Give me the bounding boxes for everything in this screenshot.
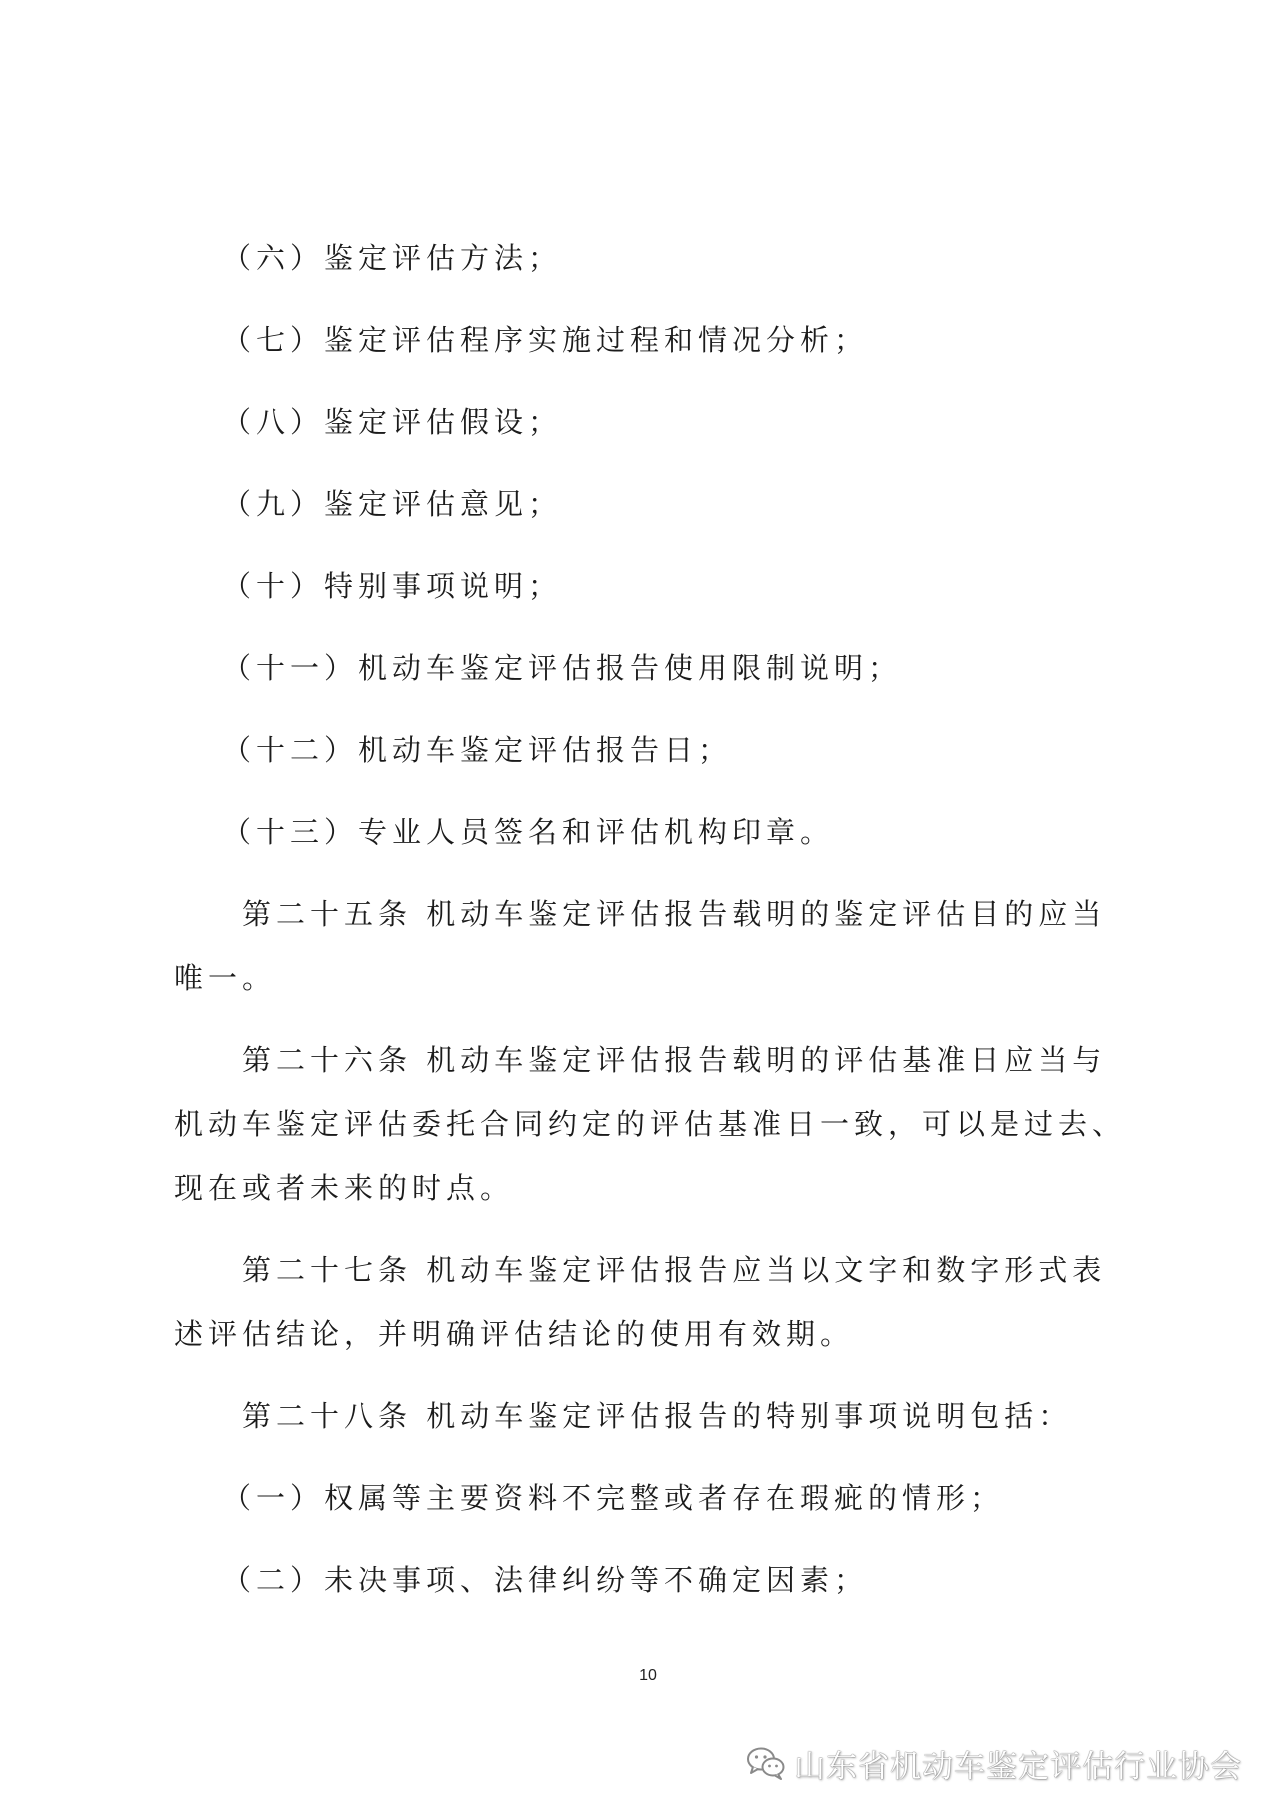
list-item: （一）权属等主要资料不完整或者存在瑕疵的情形； — [222, 1481, 1005, 1515]
list-item: （六）鉴定评估方法； — [222, 241, 563, 275]
list-item: （十三）专业人员签名和评估机构印章。 — [222, 815, 835, 849]
watermark — [746, 1740, 1242, 1786]
article-line: 第二十六条 机动车鉴定评估报告载明的评估基准日应当与 — [242, 1043, 1107, 1077]
article-line: 第二十八条 机动车鉴定评估报告的特别事项说明包括： — [242, 1399, 1073, 1433]
document-body — [174, 226, 1154, 1630]
watermark-text: 山东省机动车鉴定评估行业协会 — [794, 1748, 1242, 1785]
list-item: （二）未决事项、法律纠纷等不确定因素； — [222, 1563, 869, 1597]
list-item: （十一）机动车鉴定评估报告使用限制说明； — [222, 651, 903, 685]
article-line: 机动车鉴定评估委托合同约定的评估基准日一致，可以是过去、 — [174, 1107, 1127, 1141]
article-26 — [174, 1028, 1154, 1220]
list-item: （九）鉴定评估意见； — [222, 487, 563, 521]
article-line: 第二十七条 机动车鉴定评估报告应当以文字和数字形式表 — [242, 1253, 1107, 1287]
list-item: （十二）机动车鉴定评估报告日； — [222, 733, 733, 767]
list-item: （十）特别事项说明； — [222, 569, 563, 603]
article-27 — [174, 1238, 1154, 1366]
article-line: 唯一。 — [174, 961, 277, 995]
article-line: 述评估结论，并明确评估结论的使用有效期。 — [174, 1317, 855, 1351]
page-number: 10 — [639, 1667, 657, 1684]
list-item: （八）鉴定评估假设； — [222, 405, 563, 439]
article-25 — [174, 882, 1154, 1010]
list-item: （七）鉴定评估程序实施过程和情况分析； — [222, 323, 869, 357]
wechat-icon — [746, 1745, 786, 1781]
article-28 — [174, 1384, 1154, 1448]
article-line: 第二十五条 机动车鉴定评估报告载明的鉴定评估目的应当 — [242, 897, 1107, 931]
article-line: 现在或者未来的时点。 — [174, 1171, 515, 1205]
